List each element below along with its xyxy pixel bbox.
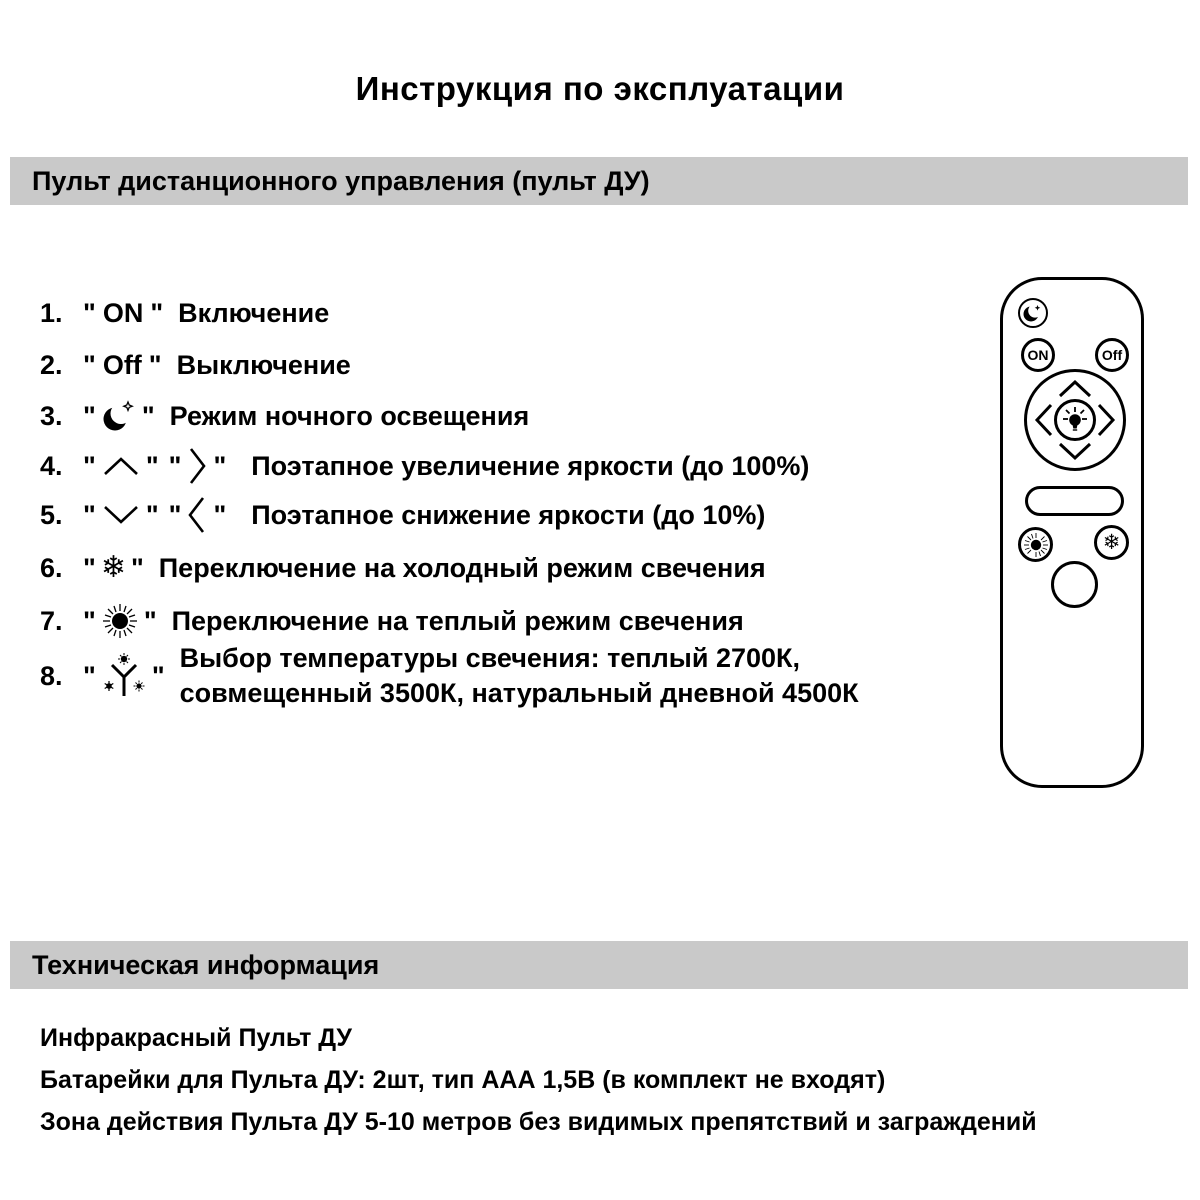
quote: " [83, 499, 96, 530]
list-item-off [40, 345, 351, 385]
remote-off-label: Off [1101, 347, 1123, 363]
section-header-remote-label: Пульт дистанционного управления (пульт ДУ) [32, 165, 650, 196]
item-number: 1. [40, 297, 63, 328]
moon-night-mode-icon [101, 399, 137, 433]
remote-pill-button [1025, 486, 1124, 516]
item-text: Поэтапное увеличение яркости (до 100%) [251, 450, 810, 481]
remote-cold-button [1094, 525, 1129, 560]
list-item-night-mode [40, 396, 529, 436]
quote: " [213, 499, 227, 530]
quote: " [141, 400, 155, 431]
list-item-on [40, 293, 329, 333]
item-text-line2: совмещенный 3500К, натуральный дневной 4500К [179, 678, 859, 708]
page-title: Инструкция по эксплуатации [355, 70, 845, 107]
item-text: Включение [178, 297, 330, 328]
quote: " [83, 400, 96, 431]
remote-round-button [1051, 561, 1098, 608]
button-key-label: ON [102, 297, 144, 328]
quote: " [83, 450, 96, 481]
item-text: Режим ночного освещения [169, 400, 530, 431]
snowflake-cold-mode-icon: ❄ [100, 550, 126, 585]
quote: " [148, 349, 162, 380]
list-item-cold-mode [40, 548, 766, 588]
item-number: 5. [40, 499, 63, 530]
quote: " [83, 349, 96, 380]
item-number: 2. [40, 349, 63, 380]
section-header-tech-label: Техническая информация [32, 949, 380, 980]
moon-star-icon [1022, 302, 1044, 324]
snowflake-icon: ❄ [1102, 530, 1121, 554]
remote-dpad [1024, 369, 1126, 471]
chevron-down-icon [101, 503, 141, 527]
item-number: 7. [40, 605, 63, 636]
item-text: Выключение [176, 349, 351, 380]
angle-right-icon [186, 444, 208, 488]
item-text: Поэтапное снижение яркости (до 10%) [251, 499, 766, 530]
item-text: Переключение на теплый режим свечения [171, 605, 744, 636]
quote: " [151, 660, 165, 691]
remote-on-label: ON [1027, 347, 1049, 363]
quote: " [213, 450, 227, 481]
remote-off-button [1095, 338, 1129, 372]
list-item-warm-mode [40, 601, 744, 641]
tech-info-line: Батарейки для Пульта ДУ: 2шт, тип ААА 1,5В (в комплект не входят) [40, 1066, 886, 1094]
quote: " [83, 552, 96, 583]
list-item-brightness-up [40, 446, 809, 486]
quote: " [168, 450, 182, 481]
angle-left-icon [186, 493, 208, 537]
quote: " [143, 605, 157, 636]
list-item-brightness-down [40, 495, 765, 535]
remote-night-mode-button [1018, 298, 1048, 328]
quote: " [145, 450, 159, 481]
remote-light-button [1054, 399, 1096, 441]
button-key-label: Off [102, 349, 142, 380]
item-text-line1: Выбор температуры свечения: теплый 2700К, [179, 643, 800, 673]
quote: " [145, 499, 159, 530]
tech-info-line: Инфракрасный Пульт ДУ [40, 1024, 352, 1052]
section-header-tech [10, 941, 1188, 989]
item-number: 6. [40, 552, 63, 583]
item-number: 3. [40, 400, 63, 431]
item-text [180, 641, 859, 711]
sun-warm-icon [1023, 532, 1049, 558]
chevron-up-icon [101, 454, 141, 478]
quote: " [150, 297, 164, 328]
sun-warm-mode-icon [101, 602, 139, 640]
remote-on-button [1021, 338, 1055, 372]
item-number: 8. [40, 660, 63, 691]
quote: " [83, 605, 96, 636]
temperature-select-icon [101, 652, 147, 700]
item-number: 4. [40, 450, 63, 481]
section-header-remote [10, 157, 1188, 205]
light-bulb-icon [1060, 405, 1090, 435]
tech-info-line: Зона действия Пульта ДУ 5-10 метров без видимых препятствий и заграждений [40, 1108, 1037, 1136]
remote-warm-button [1018, 527, 1053, 562]
quote: " [168, 499, 182, 530]
quote: " [83, 297, 96, 328]
quote: " [83, 660, 96, 691]
remote-control-illustration [1000, 277, 1144, 788]
quote: " [130, 552, 144, 583]
item-text: Переключение на холодный режим свечения [158, 552, 766, 583]
list-item-temperature-select [40, 643, 859, 708]
